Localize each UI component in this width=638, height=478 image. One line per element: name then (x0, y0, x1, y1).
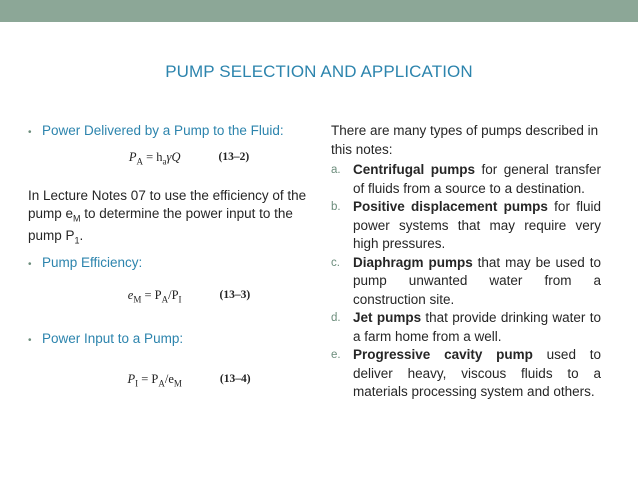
bullet-dot-icon: • (28, 335, 32, 347)
top-bar (0, 0, 638, 22)
right-column (331, 122, 601, 402)
equation-13-4: $P_I = P_A/e_M$ (13–4) (127, 372, 251, 389)
list-item: d. Jet pumps that provide drinking water to a farm home from a well. (331, 310, 601, 344)
slide-title: PUMP SELECTION AND APPLICATION (165, 62, 473, 81)
bullet-power-input: • Power Input to a Pump: (28, 330, 310, 349)
list-item: c. Diaphragm pumps that may be used to pump unwanted water from a construction site. (331, 254, 602, 307)
bullet-pump-efficiency: • Pump Efficiency: (28, 254, 310, 273)
pump-types-intro: There are many types of pumps described in this notes: (331, 123, 599, 157)
bullet-dot-icon: • (28, 127, 32, 138)
left-column (28, 122, 310, 393)
list-item: a. Centrifugal pumps for general transfer of fluids from a source to a destination. (331, 162, 601, 196)
list-item: e. Progressive cavity pump used to deliver heavy, viscous fluids to a materials processing system and others. (331, 347, 601, 399)
list-item: b. Positive displacement pumps for fluid power systems that may require very high pressures. (331, 199, 601, 251)
equation-13-2: $P_A = h_a\gamma Q$ (13–2) (128, 150, 250, 167)
bullet-dot-icon: • (28, 258, 32, 270)
equation-13-3: $e_M = P_A/P_I$ (13–3) (127, 287, 251, 305)
bullet-power-delivered: • Power Delivered by a Pump to the Fluid: (28, 122, 310, 141)
lecture-notes-paragraph: In Lecture Notes 07 to use the efficiency of the pump $e_M$ to determine the power input to the pump $P_1$. (28, 187, 307, 246)
